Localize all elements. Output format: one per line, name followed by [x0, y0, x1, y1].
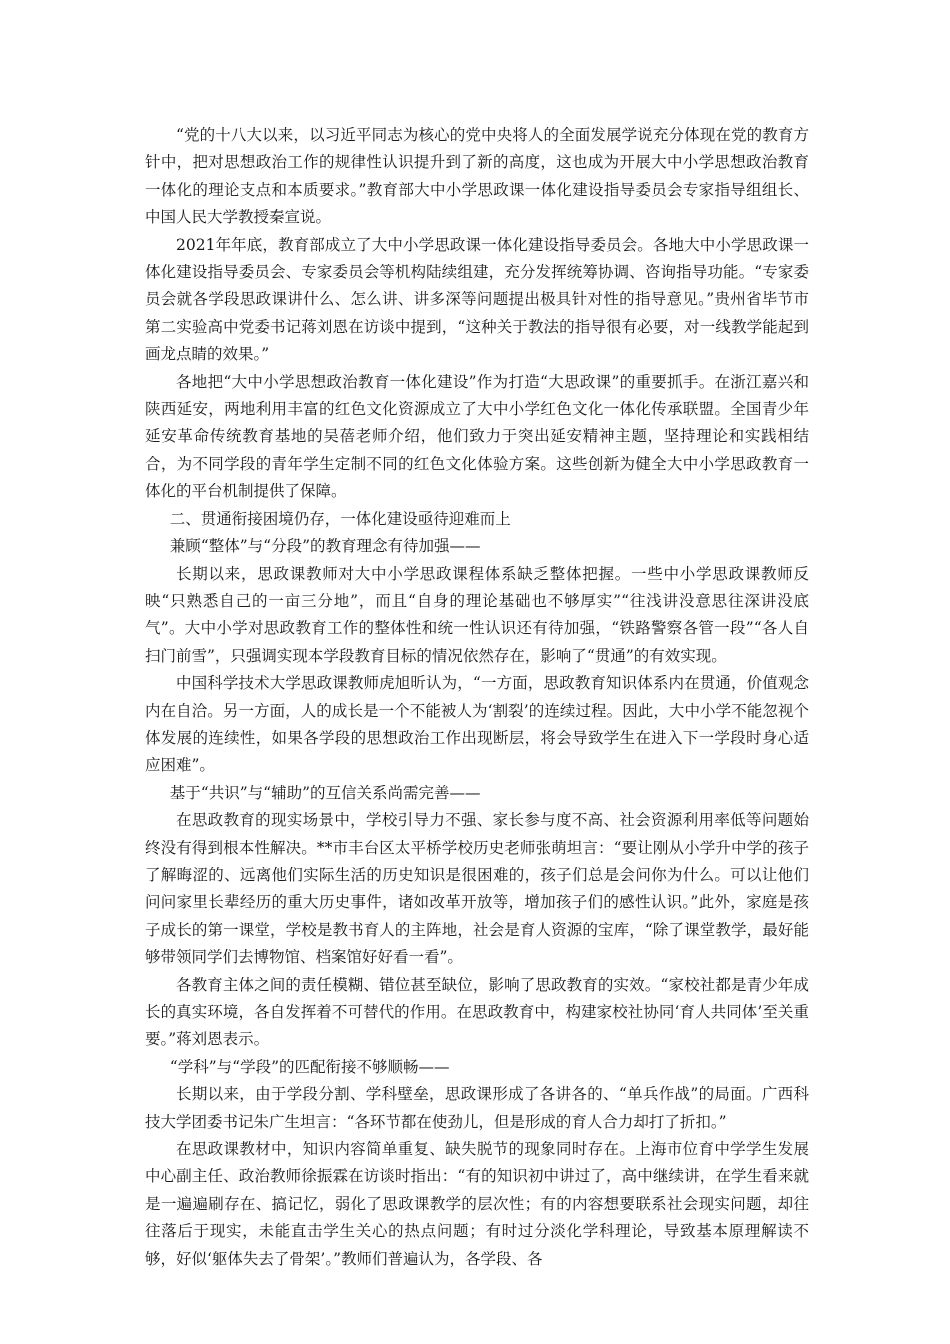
paragraph-intro-quote: “党的十八大以来，以习近平同志为核心的党中央将人的全面发展学说充分体现在党的教育方针中，把对思想政治工作的规律性认识提升到了新的高度，这也成为开展大中小学思想政治教育一体化的理论支点和本质要求。”教育部大中小学思政课一体化建设指导委员会专家指导组组长、中国人民大学教授秦宣说。	[145, 126, 809, 227]
paragraph-ustc-quote: 中国科学技术大学思政课教师虎旭昕认为，“一方面，思政教育知识体系内在贯通，价值观念内在自洽。另一方面，人的成长是一个不能被人为‘割裂’的连续过程。因此，大中小学不能忽视个体发展的连续性，如果各学段的思想政治工作出现断层，将会导致学生在进入下一学段时身心适应困难”。	[145, 674, 809, 775]
document-body	[145, 122, 809, 1273]
paragraph-textbook: 在思政课教材中，知识内容简单重复、缺失脱节的现象同时存在。上海市位育中学学生发展中心副主任、政治教师徐振霖在访谈时指出：“有的知识初中讲过了，高中继续讲，在学生看来就是一遍遍刷存在、搞记忆，弱化了思政课教学的层次性；有的内容想要联系社会现实问题，却往往落后于现实，未能直击学生关心的热点问题；有时过分淡化学科理论，导致基本原理解读不够，好似‘躯体失去了骨架’。”教师们普遍认为，各学段、各	[145, 1140, 809, 1268]
section-heading-2: 二、贯通衔接困境仍存，一体化建设亟待迎难而上	[169, 509, 511, 528]
paragraph-teacher-overview: 长期以来，思政课教师对大中小学思政课程体系缺乏整体把握。一些中小学思政课教师反映“只熟悉自己的一亩三分地”，而且“自身的理论基础也不够厚实”“往浅讲没意思往深讲没底气”。大中小学对思政教育工作的整体性和统一性认识还有待加强，“铁路警察各管一段”“各人自扫门前雪”，只强调实现本学段教育目标的情况依然存在，影响了“贯通”的有效实现。	[145, 564, 809, 665]
subheading-whole-and-segment: 兼顾“整体”与“分段”的教育理念有待加强——	[169, 537, 481, 556]
paragraph-real-scene: 在思政教育的现实场景中，学校引导力不强、家长参与度不高、社会资源利用率低等问题始终没有得到根本性解决。**市丰台区太平桥学校历史老师张萌坦言：“要让刚从小学升中学的孩子了解晦涩的、远离他们实际生活的历史知识是很困难的，孩子们总是会问你为什么。可以让他们问问家里长辈经历的重大历史事件，诸如改革开放等，增加孩子们的感性认识。”此外，家庭是孩子成长的第一课堂，学校是教书育人的主阵地，社会是育人资源的宝库，“除了课堂教学，最好能够带领同学们去博物馆、档案馆好好看一看”。	[145, 811, 809, 967]
subheading-consensus: 基于“共识”与“辅助”的互信关系尚需完善——	[169, 783, 481, 802]
paragraph-responsibility: 各教育主体之间的责任模糊、错位甚至缺位，影响了思政教育的实效。“家校社都是青少年成长的真实环境，各自发挥着不可替代的作用。在思政教育中，构建家校社协同‘育人共同体’至关重要。”蒋刘恩表示。	[145, 975, 809, 1049]
paragraph-committee: 2021年年底，教育部成立了大中小学思政课一体化建设指导委员会。各地大中小学思政课一体化建设指导委员会、专家委员会等机构陆续组建，充分发挥统筹协调、咨询指导功能。“专家委员会就各学段思政课讲什么、怎么讲、讲多深等问题提出极具针对性的指导意见。”贵州省毕节市第二实验高中党委书记蒋刘恩在访谈中提到，“这种关于教法的指导很有必要，对一线教学能起到画龙点睛的效果。”	[145, 235, 809, 364]
paragraph-red-culture: 各地把“大中小学思想政治教育一体化建设”作为打造“大思政课”的重要抓手。在浙江嘉兴和陕西延安，两地利用丰富的红色文化资源成立了大中小学红色文化一体化传承联盟。全国青少年延安革命传统教育基地的吴蓓老师介绍，他们致力于突出延安精神主题，坚持理论和实践相结合，为不同学段的青年学生定制不同的红色文化体验方案。这些创新为健全大中小学思政教育一体化的平台机制提供了保障。	[145, 372, 809, 501]
subheading-subject-and-stage: “学科”与“学段”的匹配衔接不够顺畅——	[169, 1057, 450, 1076]
paragraph-segmentation: 长期以来，由于学段分割、学科壁垒，思政课形成了各讲各的、“单兵作战”的局面。广西科技大学团委书记朱广生坦言：“各环节都在使劲儿，但是形成的育人合力却打了折扣。”	[145, 1085, 809, 1131]
